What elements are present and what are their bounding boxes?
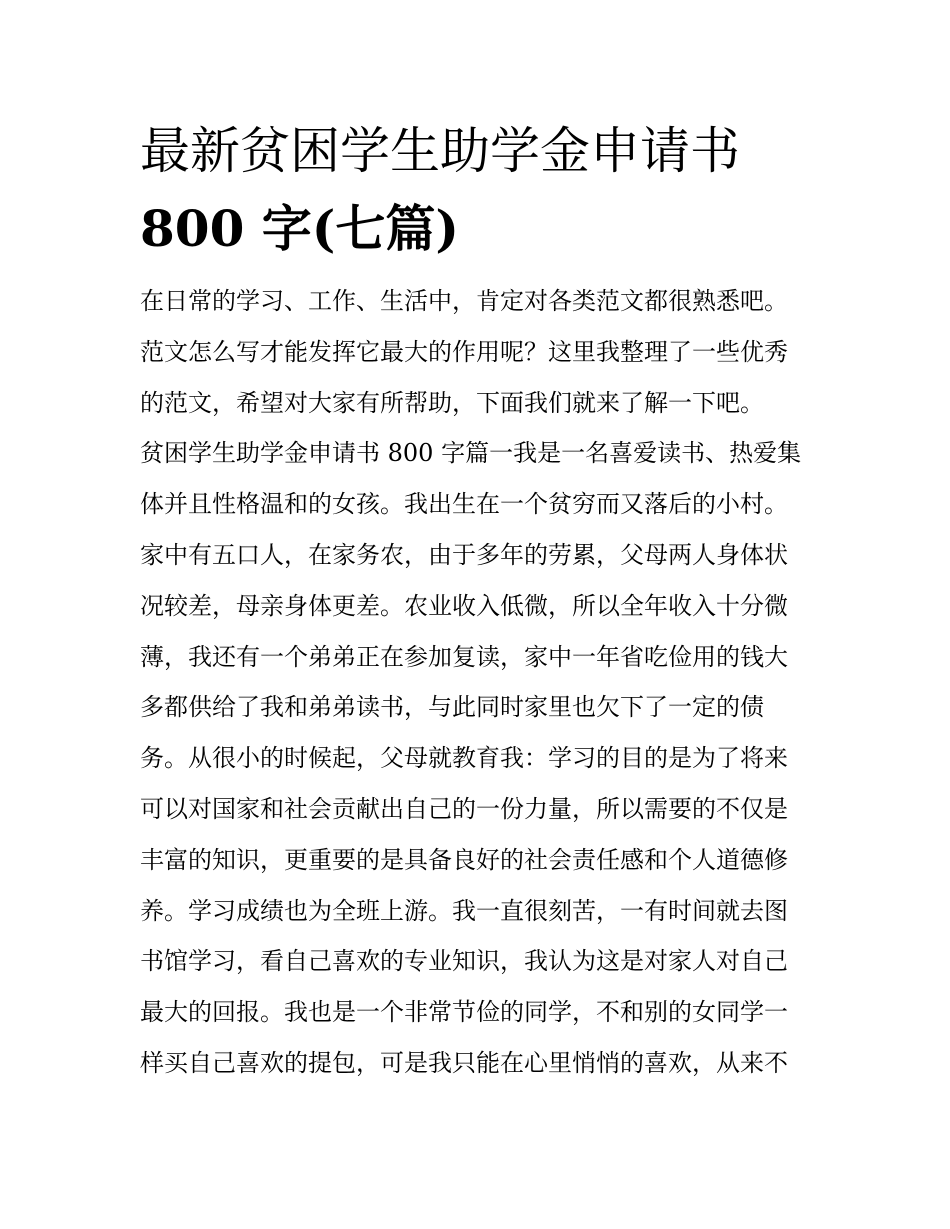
body-line: 贫困学生助学金申请书 800 字篇一我是一名喜爱读书、热爱集	[140, 439, 802, 468]
body-line: 丰富的知识，更重要的是具备良好的社会责任感和个人道德修	[140, 845, 788, 874]
title-line-2: 800 字(七篇)	[140, 199, 460, 258]
document-title	[140, 112, 820, 268]
document-body	[140, 276, 830, 1089]
body-line: 务。从很小的时候起，父母就教育我：学习的目的是为了将来	[140, 744, 788, 773]
body-line: 在日常的学习、工作、生活中，肯定对各类范文都很熟悉吧。	[140, 287, 788, 315]
body-line: 况较差，母亲身体更差。农业收入低微，所以全年收入十分微	[140, 591, 788, 620]
body-line: 养。学习成绩也为全班上游。我一直很刻苦，一有时间就去图	[140, 896, 788, 925]
body-line: 薄，我还有一个弟弟正在参加复读，家中一年省吃俭用的钱大	[140, 642, 788, 671]
body-line: 最大的回报。我也是一个非常节俭的同学，不和别的女同学一	[140, 998, 788, 1027]
body-line: 范文怎么写才能发挥它最大的作用呢？这里我整理了一些优秀	[140, 337, 788, 366]
body-line: 家中有五口人，在家务农，由于多年的劳累，父母两人身体状	[140, 540, 788, 569]
title-line-1: 最新贫困学生助学金申请书	[140, 122, 740, 180]
body-line: 多都供给了我和弟弟读书，与此同时家里也欠下了一定的债	[140, 693, 764, 722]
body-line: 体并且性格温和的女孩。我出生在一个贫穷而又落后的小村。	[140, 490, 788, 519]
body-line: 的范文，希望对大家有所帮助，下面我们就来了解一下吧。	[140, 388, 764, 417]
body-line: 样买自己喜欢的提包，可是我只能在心里悄悄的喜欢，从来不	[140, 1048, 788, 1077]
body-line: 书馆学习，看自己喜欢的专业知识，我认为这是对家人对自己	[140, 947, 788, 976]
body-line: 可以对国家和社会贡献出自己的一份力量，所以需要的不仅是	[140, 794, 788, 823]
